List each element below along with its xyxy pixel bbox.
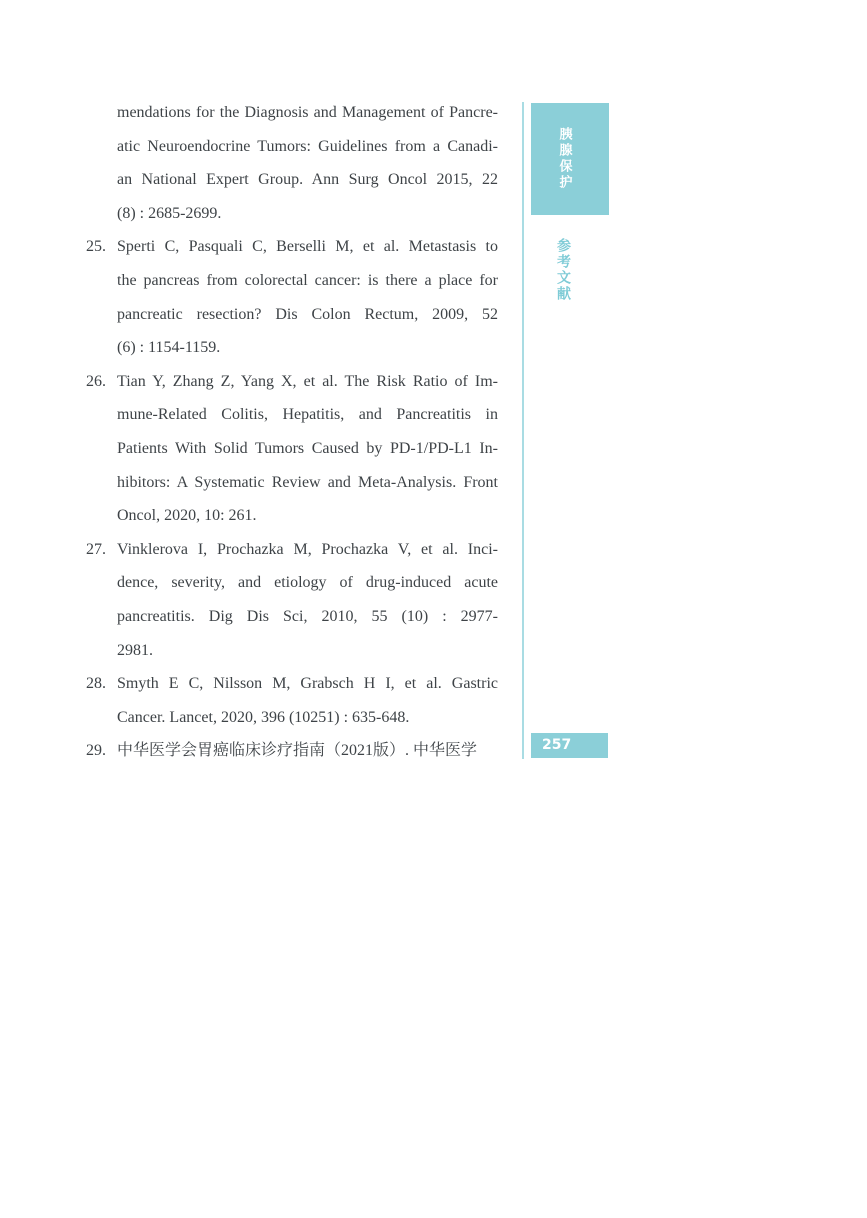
reference-line: Sperti C, Pasquali C, Berselli M, et al. Metastasis to [117, 238, 498, 256]
reference-number: 25. [86, 238, 106, 256]
reference-line: mendations for the Diagnosis and Management of Pancre- [117, 104, 498, 121]
reference-line: mune-Related Colitis, Hepatitis, and Pancreatitis in [117, 406, 498, 424]
reference-line: atic Neuroendocrine Tumors: Guidelines from a Canadi- [117, 137, 498, 155]
reference-number: 29. [86, 742, 106, 760]
reference-line: 中华医学会胃癌临床诊疗指南（2021版）. 中华医学 [117, 742, 478, 760]
reference-item [86, 230, 498, 364]
reference-line: an National Expert Group. Ann Surg Oncol 2015, 22 [117, 171, 498, 189]
reference-line: Patients With Solid Tumors Caused by PD-1/PD-L1 In- [117, 439, 498, 457]
reference-line: Oncol, 2020, 10: 261. [117, 507, 257, 525]
page-number-badge: 257 [531, 733, 608, 758]
reference-line: Vinklerova I, Prochazka M, Prochazka V, et al. Inci- [117, 540, 498, 558]
reference-number: 28. [86, 675, 106, 693]
section-label: 参考文献 [555, 238, 571, 302]
reference-line: (8) : 2685-2699. [117, 204, 222, 222]
reference-item [86, 667, 498, 734]
reference-line: (6) : 1154-1159. [117, 339, 221, 357]
reference-line: hibitors: A Systematic Review and Meta-Analysis. Front [117, 473, 498, 491]
reference-line: Smyth E C, Nilsson M, Grabsch H I, et al. Gastric [117, 675, 498, 693]
reference-item [86, 365, 498, 533]
reference-line: pancreatic resection? Dis Colon Rectum, 2009, 52 [117, 305, 498, 323]
reference-number: 26. [86, 372, 106, 390]
reference-item [86, 96, 498, 230]
chapter-tab [531, 103, 609, 215]
reference-line: the pancreas from colorectal cancer: is there a place for [117, 271, 498, 289]
reference-list [86, 96, 498, 768]
reference-line: Tian Y, Zhang Z, Yang X, et al. The Risk Ratio of Im- [117, 372, 498, 390]
reference-line: 2981. [117, 641, 153, 659]
reference-line: dence, severity, and etiology of drug-induced acute [117, 574, 498, 592]
reference-number: 27. [86, 540, 106, 558]
reference-item [86, 533, 498, 667]
reference-line: pancreatitis. Dig Dis Sci, 2010, 55 (10) : 2977- [117, 607, 498, 625]
reference-line: Cancer. Lancet, 2020, 396 (10251) : 635-648. [117, 708, 410, 726]
chapter-tab-label: 胰腺保护 [556, 127, 572, 191]
reference-item [86, 734, 498, 768]
sidebar-rule [522, 102, 524, 759]
